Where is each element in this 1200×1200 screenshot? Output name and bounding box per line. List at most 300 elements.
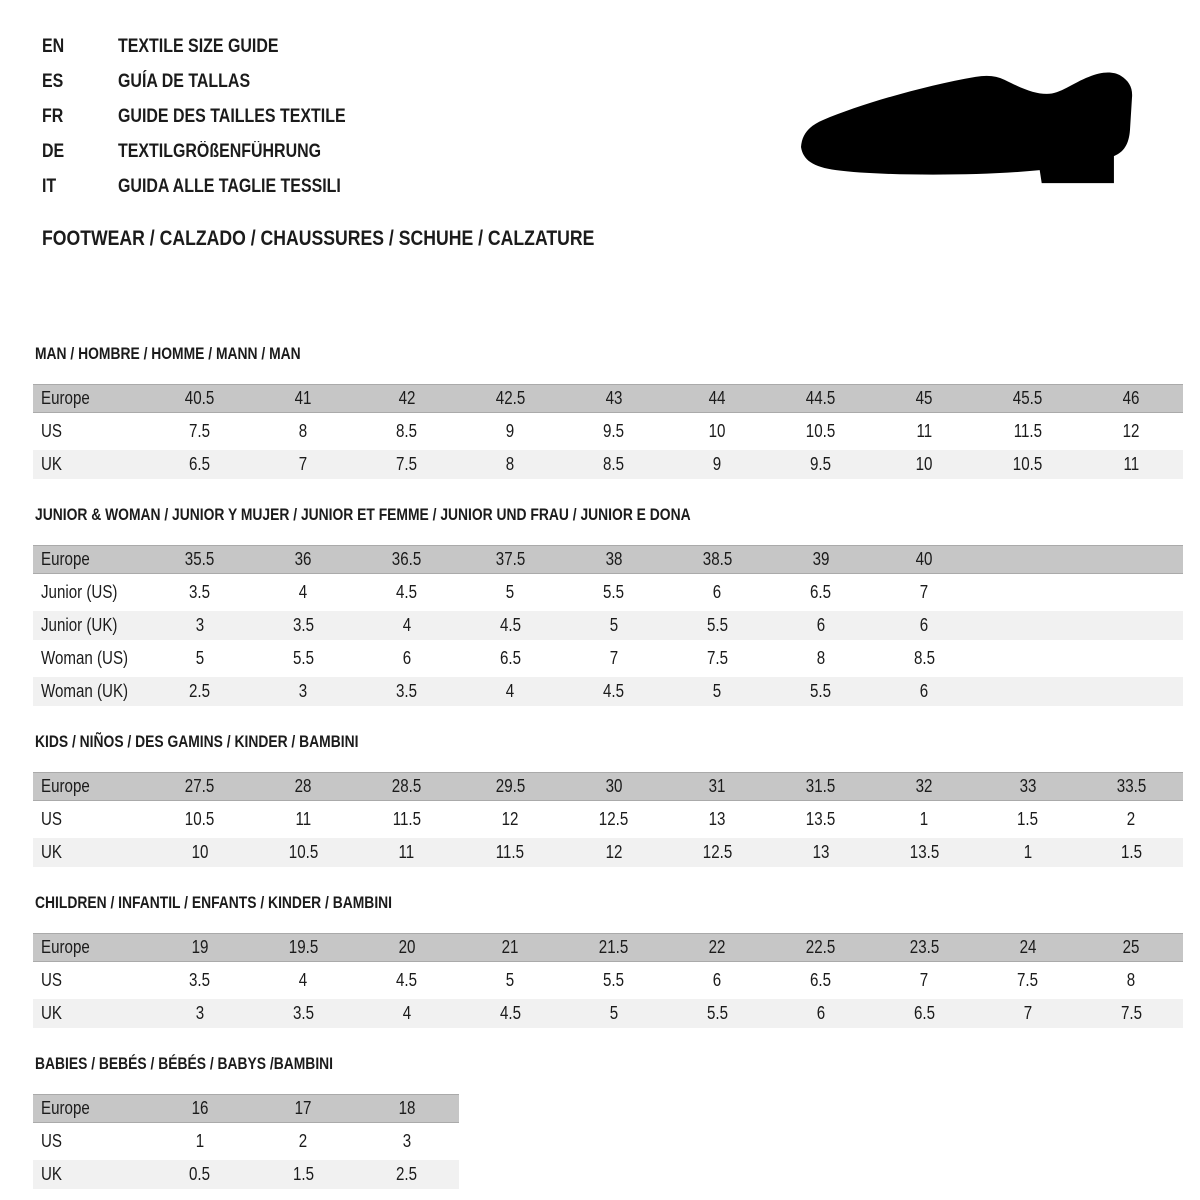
size-cell-text: 10 (191, 842, 209, 862)
size-cell-text: 46 (1122, 388, 1140, 408)
size-cell-text: 36.5 (392, 549, 422, 569)
size-cell-text: 6.5 (913, 1003, 935, 1023)
size-cell (148, 549, 252, 570)
size-cell-text: 7 (920, 970, 929, 990)
size-cell (666, 809, 770, 830)
size-cell (1080, 388, 1184, 409)
size-cell (666, 582, 770, 603)
size-cell-text: 3.5 (189, 582, 211, 602)
row-label (33, 549, 148, 570)
row-label-text: Junior (UK) (41, 615, 118, 635)
size-cell (148, 937, 252, 958)
row-label (33, 615, 148, 636)
row-label-text: UK (41, 454, 63, 474)
language-guide-label-text: GUIDA ALLE TAGLIE TESSILI (118, 176, 341, 197)
size-cell (459, 970, 563, 991)
size-cell (1080, 454, 1184, 475)
row-label (33, 454, 148, 475)
size-cell (666, 1003, 770, 1024)
size-cell (873, 549, 977, 570)
size-cell-text: 3 (402, 1131, 411, 1151)
size-cell-text: 32 (915, 776, 933, 796)
size-cell-text: 1.5 (1120, 842, 1142, 862)
size-cell (666, 648, 770, 669)
size-cell (148, 648, 252, 669)
size-cell-text: 24 (1019, 937, 1037, 957)
table-row (33, 1127, 459, 1156)
size-tables (33, 345, 1200, 1189)
size-cell (873, 454, 977, 475)
row-label-text: Europe (41, 937, 90, 957)
size-cell (873, 648, 977, 669)
size-cell (355, 1003, 459, 1024)
size-cell (355, 1164, 459, 1185)
size-cell-text: 13 (812, 842, 830, 862)
size-cell-text: 4 (299, 970, 308, 990)
size-cell (666, 842, 770, 863)
size-cell (148, 809, 252, 830)
size-cell-text: 9 (713, 454, 722, 474)
size-cell-text: 2 (1127, 809, 1136, 829)
size-cell-text: 13.5 (806, 809, 836, 829)
size-cell (148, 1131, 252, 1152)
size-cell-text: 2.5 (396, 1164, 418, 1184)
row-label-text: Woman (US) (41, 648, 129, 668)
row-label (33, 842, 148, 863)
size-cell (252, 842, 356, 863)
size-cell-text: 36 (294, 549, 312, 569)
size-cell-text: 1.5 (292, 1164, 314, 1184)
size-cell (459, 937, 563, 958)
size-cell (666, 681, 770, 702)
size-cell-text: 7 (609, 648, 618, 668)
size-cell-text: 31 (708, 776, 726, 796)
row-label (33, 648, 148, 669)
size-cell (769, 549, 873, 570)
size-cell (148, 681, 252, 702)
size-table (33, 933, 1183, 1028)
size-cell-text: 4 (506, 681, 515, 701)
row-label (33, 937, 148, 958)
size-cell-text: 11 (1123, 454, 1140, 474)
size-cell (976, 809, 1080, 830)
size-cell (1080, 776, 1184, 797)
size-cell-text: 8.5 (603, 454, 625, 474)
language-guide-label-text: GUIDE DES TAILLES TEXTILE (118, 106, 346, 127)
size-cell-text: 10.5 (806, 421, 836, 441)
size-cell (459, 809, 563, 830)
row-label-text: UK (41, 842, 63, 862)
size-cell-text: 7.5 (1120, 1003, 1142, 1023)
size-cell (666, 421, 770, 442)
size-cell (562, 454, 666, 475)
language-code (42, 71, 118, 93)
size-cell (769, 454, 873, 475)
size-cell (562, 681, 666, 702)
size-cell (873, 776, 977, 797)
size-cell (355, 454, 459, 475)
size-cell-text: 3.5 (189, 970, 211, 990)
size-cell-text: 6.5 (810, 582, 832, 602)
row-label (33, 1131, 148, 1152)
size-cell-text: 0.5 (189, 1164, 211, 1184)
size-table (33, 772, 1183, 867)
size-cell (666, 937, 770, 958)
size-cell-text: 5.5 (603, 582, 625, 602)
size-cell (459, 615, 563, 636)
size-cell (148, 776, 252, 797)
size-cell-text: 30 (605, 776, 623, 796)
size-cell (769, 970, 873, 991)
language-code (42, 106, 118, 128)
size-cell (769, 776, 873, 797)
size-cell-text: 29.5 (495, 776, 525, 796)
table-header-row (33, 933, 1183, 962)
size-cell-text: 5 (713, 681, 722, 701)
language-code-text: ES (42, 71, 64, 92)
size-cell (769, 388, 873, 409)
language-guide-label (118, 36, 309, 58)
language-code-text: EN (42, 36, 65, 57)
size-cell-text: 8 (506, 454, 515, 474)
size-cell (769, 615, 873, 636)
size-cell-text: 40 (915, 549, 933, 569)
size-cell-text: 35.5 (185, 549, 215, 569)
size-cell (1080, 809, 1184, 830)
size-cell (666, 970, 770, 991)
size-cell (252, 809, 356, 830)
size-cell-text: 27.5 (185, 776, 215, 796)
size-cell (252, 1003, 356, 1024)
size-cell (769, 681, 873, 702)
size-cell (873, 842, 977, 863)
size-cell-text: 5.5 (810, 681, 832, 701)
size-cell (1080, 1003, 1184, 1024)
size-cell (562, 648, 666, 669)
size-cell (976, 1003, 1080, 1024)
size-cell-text: 1 (920, 809, 929, 829)
size-cell (562, 549, 666, 570)
size-cell-text: 7 (920, 582, 929, 602)
size-cell-text: 8.5 (913, 648, 935, 668)
size-cell-text: 16 (191, 1098, 209, 1118)
size-cell (666, 388, 770, 409)
size-cell (976, 388, 1080, 409)
size-cell-text: 7.5 (189, 421, 211, 441)
table-row (33, 644, 1183, 673)
size-cell-text: 6 (816, 615, 825, 635)
size-table (33, 1094, 459, 1189)
size-cell-text: 19.5 (288, 937, 318, 957)
size-cell (976, 454, 1080, 475)
size-cell (976, 842, 1080, 863)
language-code-text: IT (42, 176, 57, 197)
table-header-row (33, 545, 1183, 574)
size-cell (873, 1003, 977, 1024)
size-cell (459, 549, 563, 570)
size-cell-text: 12.5 (599, 809, 629, 829)
table-row (33, 966, 1183, 995)
size-cell-text: 12 (1122, 421, 1140, 441)
size-cell-text: 3 (195, 1003, 204, 1023)
size-cell (769, 1003, 873, 1024)
size-cell (459, 648, 563, 669)
size-cell (148, 615, 252, 636)
row-label-text: Europe (41, 1098, 90, 1118)
size-cell-text: 44.5 (806, 388, 836, 408)
size-cell-text: 4.5 (396, 582, 418, 602)
size-cell (562, 388, 666, 409)
size-cell-text: 11.5 (392, 809, 421, 829)
language-code (42, 176, 118, 198)
size-cell (252, 776, 356, 797)
size-cell (355, 615, 459, 636)
section-title-text: CHILDREN / INFANTIL / ENFANTS / KINDER / BAMBINI (35, 894, 393, 912)
size-cell-text: 28.5 (392, 776, 422, 796)
size-cell-text: 17 (294, 1098, 312, 1118)
size-cell-text: 4.5 (603, 681, 625, 701)
size-cell (666, 454, 770, 475)
size-cell (666, 776, 770, 797)
size-cell (562, 615, 666, 636)
size-cell (873, 970, 977, 991)
size-cell-text: 18 (398, 1098, 416, 1118)
size-cell-text: 6.5 (810, 970, 832, 990)
size-cell (148, 388, 252, 409)
size-cell-text: 44 (708, 388, 726, 408)
row-label (33, 970, 148, 991)
row-label-text: Junior (US) (41, 582, 118, 602)
size-cell (873, 615, 977, 636)
size-cell (873, 421, 977, 442)
language-guide-label (118, 106, 389, 128)
size-cell-text: 42 (398, 388, 416, 408)
size-cell (252, 648, 356, 669)
size-cell-text: 6.5 (189, 454, 211, 474)
size-cell (252, 937, 356, 958)
size-cell (148, 454, 252, 475)
size-cell (873, 937, 977, 958)
size-cell-text: 1 (1023, 842, 1032, 862)
size-cell (459, 842, 563, 863)
size-cell (769, 937, 873, 958)
section-title (35, 733, 1200, 752)
size-cell (459, 388, 563, 409)
size-cell (252, 388, 356, 409)
size-cell-text: 7 (1023, 1003, 1032, 1023)
language-guide-label-text: GUÍA DE TALLAS (118, 71, 251, 92)
size-cell (562, 421, 666, 442)
size-cell-text: 8 (1127, 970, 1136, 990)
size-cell-text: 5.5 (706, 615, 728, 635)
size-cell-text: 13 (708, 809, 726, 829)
size-cell-text: 38 (605, 549, 623, 569)
size-cell-text: 45 (915, 388, 933, 408)
table-row (33, 677, 1183, 706)
size-cell (148, 1164, 252, 1185)
section-title (35, 506, 1200, 525)
section-title-text: JUNIOR & WOMAN / JUNIOR Y MUJER / JUNIOR ET FEMME / JUNIOR UND FRAU / JUNIOR E DONA (35, 506, 691, 524)
size-cell-text: 3.5 (396, 681, 418, 701)
size-cell (976, 776, 1080, 797)
row-label-text: UK (41, 1164, 63, 1184)
row-label (33, 388, 148, 409)
size-cell-text: 39 (812, 549, 830, 569)
row-label (33, 421, 148, 442)
row-label-text: US (41, 1131, 63, 1151)
size-cell (252, 454, 356, 475)
section-title (35, 1055, 1200, 1074)
size-cell (873, 582, 977, 603)
table-row (33, 999, 1183, 1028)
size-cell-text: 33 (1019, 776, 1037, 796)
size-cell (355, 970, 459, 991)
table-header-row (33, 1094, 459, 1123)
size-cell (562, 842, 666, 863)
size-cell (769, 842, 873, 863)
size-cell (976, 970, 1080, 991)
row-label (33, 582, 148, 603)
size-cell-text: 10 (708, 421, 726, 441)
size-cell (562, 809, 666, 830)
size-cell-text: 11.5 (496, 842, 525, 862)
row-label (33, 809, 148, 830)
size-cell (355, 776, 459, 797)
table-row (33, 417, 1183, 446)
size-cell-text: 12.5 (702, 842, 732, 862)
size-cell-text: 12 (605, 842, 623, 862)
size-cell-text: 8.5 (396, 421, 418, 441)
table-row (33, 805, 1183, 834)
row-label-text: Europe (41, 549, 90, 569)
size-cell-text: 3.5 (292, 615, 314, 635)
row-label-text: UK (41, 1003, 63, 1023)
size-cell-text: 22 (708, 937, 726, 957)
size-cell-text: 1.5 (1017, 809, 1039, 829)
language-guide-label (118, 141, 360, 163)
size-cell (252, 549, 356, 570)
size-table (33, 545, 1183, 706)
size-cell-text: 5 (195, 648, 204, 668)
size-cell (252, 970, 356, 991)
size-cell (769, 648, 873, 669)
size-cell-text: 4.5 (499, 1003, 521, 1023)
size-cell (355, 421, 459, 442)
size-cell-text: 21.5 (599, 937, 629, 957)
table-header-row (33, 772, 1183, 801)
size-cell (562, 1003, 666, 1024)
row-label (33, 1098, 148, 1119)
size-cell (562, 937, 666, 958)
size-cell-text: 6 (920, 615, 929, 635)
language-row (42, 36, 1200, 71)
table-row (33, 450, 1183, 479)
row-label-text: Europe (41, 776, 90, 796)
size-cell-text: 20 (398, 937, 416, 957)
size-cell (252, 1131, 356, 1152)
size-cell-text: 5.5 (603, 970, 625, 990)
size-cell (459, 681, 563, 702)
size-cell (252, 1164, 356, 1185)
size-cell (355, 388, 459, 409)
language-guide-label (118, 71, 275, 93)
size-cell-text: 11.5 (1013, 421, 1042, 441)
size-cell-text: 6 (920, 681, 929, 701)
size-cell (562, 776, 666, 797)
size-cell (459, 421, 563, 442)
size-cell-text: 4.5 (396, 970, 418, 990)
language-code-text: FR (42, 106, 64, 127)
size-cell (459, 582, 563, 603)
size-cell (873, 681, 977, 702)
size-cell-text: 22.5 (806, 937, 836, 957)
size-cell-text: 7.5 (1017, 970, 1039, 990)
size-cell (666, 615, 770, 636)
row-label (33, 1164, 148, 1185)
size-cell (562, 970, 666, 991)
size-cell-text: 4.5 (499, 615, 521, 635)
size-cell-text: 5 (609, 615, 618, 635)
size-cell-text: 21 (501, 937, 519, 957)
size-cell-text: 7.5 (396, 454, 418, 474)
size-cell-text: 9.5 (603, 421, 625, 441)
size-cell (1080, 842, 1184, 863)
size-cell-text: 41 (294, 388, 312, 408)
size-cell (148, 1003, 252, 1024)
language-code (42, 141, 118, 163)
size-cell-text: 1 (195, 1131, 204, 1151)
size-cell (355, 582, 459, 603)
size-cell (252, 681, 356, 702)
section-title (35, 894, 1200, 913)
size-cell-text: 7 (299, 454, 308, 474)
size-cell (355, 1131, 459, 1152)
language-guide-label (118, 176, 383, 198)
size-cell (355, 681, 459, 702)
row-label (33, 681, 148, 702)
size-cell (148, 1098, 252, 1119)
size-cell-text: 11 (398, 842, 415, 862)
row-label-text: Europe (41, 388, 90, 408)
size-cell-text: 10 (915, 454, 933, 474)
size-cell-text: 10.5 (288, 842, 318, 862)
size-cell (769, 421, 873, 442)
row-label-text: Woman (UK) (41, 681, 129, 701)
row-label-text: US (41, 421, 63, 441)
size-cell (252, 1098, 356, 1119)
language-code-text: DE (42, 141, 65, 162)
size-cell (252, 421, 356, 442)
section-title-text: MAN / HOMBRE / HOMME / MANN / MAN (35, 345, 301, 363)
size-cell-text: 3 (299, 681, 308, 701)
size-cell-text: 33.5 (1116, 776, 1146, 796)
size-cell-text: 19 (191, 937, 209, 957)
size-cell (666, 549, 770, 570)
size-cell-text: 38.5 (702, 549, 732, 569)
size-cell-text: 43 (605, 388, 623, 408)
size-cell (1080, 421, 1184, 442)
table-header-row (33, 384, 1183, 413)
table-row (33, 611, 1183, 640)
size-cell-text: 11 (916, 421, 933, 441)
size-cell (252, 582, 356, 603)
size-cell (1080, 937, 1184, 958)
size-cell-text: 5 (506, 582, 515, 602)
size-cell (769, 809, 873, 830)
size-cell (769, 582, 873, 603)
size-cell-text: 28 (294, 776, 312, 796)
size-cell-text: 6.5 (499, 648, 521, 668)
